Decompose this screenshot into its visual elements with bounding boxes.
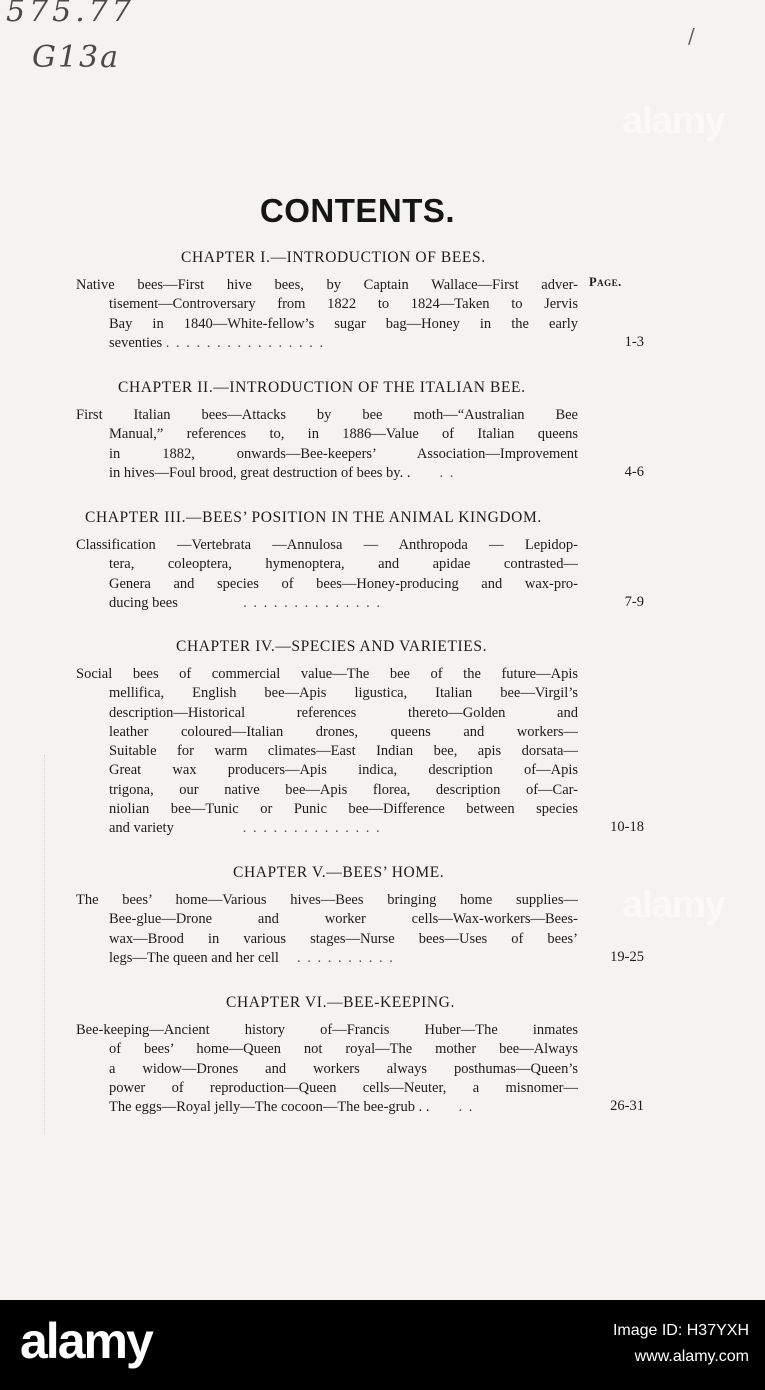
handwritten-shelf-mark: G13a	[32, 40, 121, 75]
dot-leader: . . . . . . . . . .	[297, 949, 395, 966]
alamy-logo: alamy	[20, 1313, 152, 1369]
description-line-last	[76, 819, 578, 838]
description-line: Manual,” references to, in 1886—Value of Italian queens	[109, 426, 578, 443]
image-info	[613, 1318, 749, 1370]
description-line: Bee-keeping—Ancient history of—Francis Huber—The inmates	[76, 1022, 578, 1038]
chapter-title: CHAPTER V.—BEES’ HOME.	[233, 864, 445, 881]
description-line: tisement—Controversary from 1822 to 1824—Taken to Jervis	[109, 296, 578, 313]
description-line: Suitable for warm climates—East Indian bee, apis dorsata—	[109, 743, 578, 760]
description-line: Classification —Vertebrata —Annulosa — Anthropoda — Lepidop-	[76, 537, 578, 553]
description-line: Great wax producers—Apis indica, description of—Apis	[109, 762, 578, 779]
page-range: 4-6	[624, 464, 644, 480]
description-line-last	[76, 334, 578, 353]
description-line: The bees’ home—Various hives—Bees bringing home supplies—	[76, 892, 578, 908]
description-line: leather coloured—Italian drones, queens and workers—	[109, 723, 578, 740]
dot-leader: . .	[439, 464, 455, 481]
page-range: 1-3	[624, 334, 644, 350]
handwritten-call-number: 575.77	[6, 0, 135, 29]
description-line: tera, coleoptera, hymenoptera, and apidae contrasted—	[109, 556, 578, 573]
page-range: 7-9	[624, 594, 644, 610]
chapter-title: CHAPTER III.—BEES’ POSITION IN THE ANIMAL KINGDOM.	[85, 509, 542, 526]
description-line: a widow—Drones and workers always posthumas—Queen’s	[109, 1060, 578, 1077]
description-line: power of reproduction—Queen cells—Neuter, a misnomer—	[109, 1079, 578, 1096]
watermark-top: alamy	[622, 100, 725, 142]
description-line: First Italian bees—Attacks by bee moth—“Australian Bee	[76, 407, 578, 423]
page-title: CONTENTS.	[259, 192, 456, 229]
watermark-middle: alamy	[622, 884, 725, 926]
description-line-last	[76, 594, 578, 613]
description-line-last	[76, 1098, 578, 1117]
description-line: of bees’ home—Queen not royal—The mother bee—Always	[109, 1041, 578, 1058]
chapter-description	[76, 406, 578, 483]
description-line: in 1882, onwards—Bee-keepers’ Association—Improvement	[109, 445, 578, 462]
description-text: legs—The queen and her cell	[109, 949, 279, 966]
site-url: www.alamy.com	[634, 1348, 749, 1365]
chapter-title: CHAPTER IV.—SPECIES AND VARIETIES.	[176, 638, 488, 655]
chapter-description	[76, 891, 578, 968]
description-line-last	[76, 464, 578, 483]
description-line: Bay in 1840—White-fellow’s sugar bag—Honey in the early	[109, 315, 578, 332]
dot-leader: . . . . . . . . . . . . . .	[243, 594, 382, 611]
stock-photo-footer	[0, 1300, 765, 1390]
description-text: in hives—Foul brood, great destruction of bees by. .	[109, 464, 411, 481]
page-range: 10-18	[610, 819, 644, 835]
description-line: Social bees of commercial value—The bee of the future—Apis	[76, 666, 578, 682]
description-text: ducing bees	[109, 594, 178, 611]
page-range: 19-25	[610, 949, 644, 965]
chapter-description	[76, 665, 578, 839]
image-id: Image ID: H37YXH	[612, 1322, 749, 1339]
handwritten-tick-mark: /	[688, 24, 695, 48]
chapter-description	[76, 1021, 578, 1117]
description-text: The eggs—Royal jelly—The cocoon—The bee-grub . .	[109, 1099, 430, 1116]
chapter-title: CHAPTER II.—INTRODUCTION OF THE ITALIAN BEE.	[118, 379, 526, 396]
description-line: description—Historical references thereto—Golden and	[109, 704, 578, 721]
page-column-header: Page.	[589, 275, 622, 289]
description-line: Bee-glue—Drone and worker cells—Wax-workers—Bees-	[109, 911, 578, 928]
description-line: trigona, our native bee—Apis florea, description of—Car-	[109, 781, 578, 798]
margin-scribble	[44, 755, 71, 1135]
description-line: wax—Brood in various stages—Nurse bees—Uses of bees’	[109, 930, 578, 947]
chapter-description	[76, 536, 578, 613]
description-text: and variety	[109, 820, 174, 837]
dot-leader: . . . . . . . . . . . . . . . .	[165, 334, 325, 351]
description-line: mellifica, English bee—Apis ligustica, Italian bee—Virgil’s	[109, 685, 578, 702]
chapter-title: CHAPTER VI.—BEE-KEEPING.	[226, 994, 455, 1011]
description-text: seventies	[109, 334, 163, 351]
description-line: niolian bee—Tunic or Punic bee—Difference between species	[109, 801, 578, 818]
description-line-last	[76, 949, 578, 968]
description-line: Native bees—First hive bees, by Captain Wallace—First adver-	[76, 277, 578, 293]
chapter-description	[76, 276, 578, 353]
chapter-title: CHAPTER I.—INTRODUCTION OF BEES.	[181, 249, 486, 266]
dot-leader: . .	[458, 1099, 474, 1116]
description-line: Genera and species of bees—Honey-producing and wax-pro-	[109, 575, 578, 592]
dot-leader: . . . . . . . . . . . . . .	[242, 820, 382, 837]
page-range: 26-31	[610, 1098, 644, 1114]
